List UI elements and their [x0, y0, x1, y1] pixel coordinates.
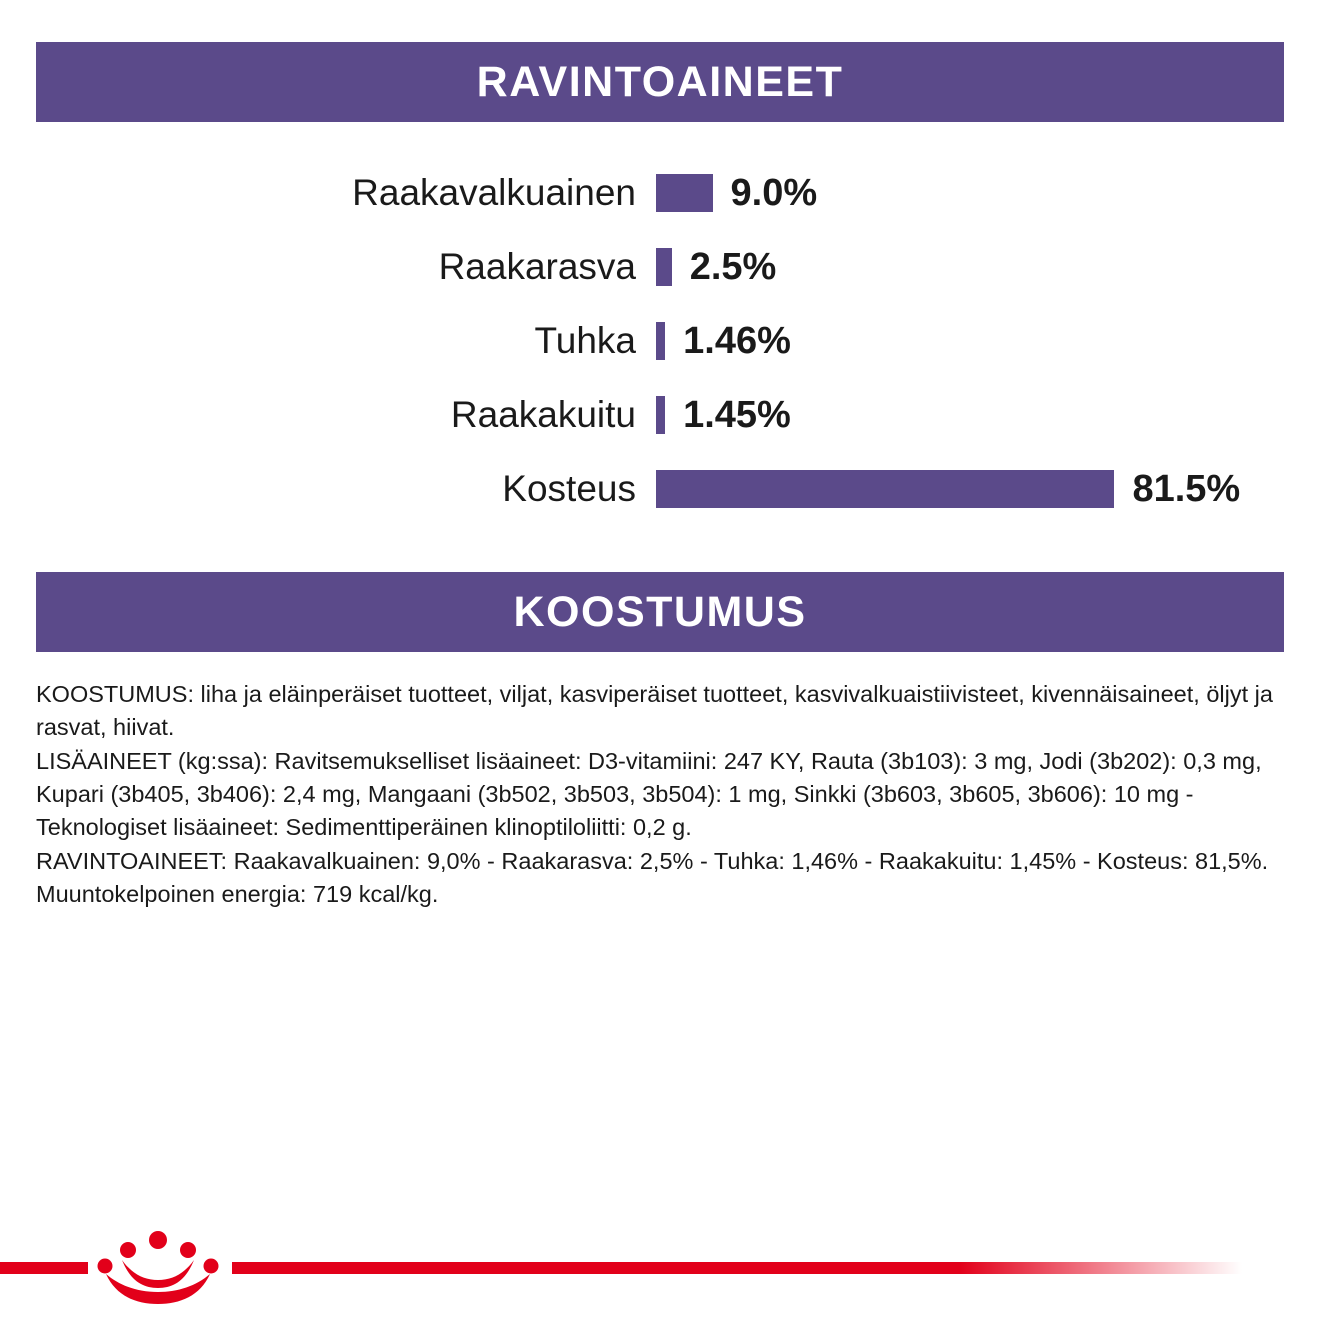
- composition-section-header: [36, 572, 1284, 652]
- chart-category-label: Tuhka: [534, 320, 636, 361]
- chart-bar: [656, 470, 1114, 508]
- chart-bar: [656, 248, 672, 286]
- brand-footer: [0, 1220, 1320, 1320]
- composition-paragraph-3: RAVINTOAINEET: Raakavalkuainen: 9,0% - Raakarasva: 2,5% - Tuhka: 1,46% - Raakakuitu: 1,45% - Kosteus: 81,5%. Muuntokelpoinen energia: 719 kcal/kg.: [36, 847, 1269, 908]
- footer-accent-line-right: [232, 1262, 1242, 1274]
- chart-row: [36, 234, 1284, 300]
- chart-category-label: Raakavalkuainen: [352, 172, 636, 213]
- chart-value-label: 1.45%: [683, 393, 791, 436]
- chart-row: [36, 456, 1284, 522]
- footer-accent-line-left: [0, 1262, 88, 1274]
- chart-category-label: Raakarasva: [438, 246, 636, 287]
- chart-bar: [656, 322, 665, 360]
- nutrients-section-header: [36, 42, 1284, 122]
- nutrients-bar-chart: [36, 160, 1284, 540]
- chart-row: [36, 160, 1284, 226]
- chart-bar-track: [656, 234, 1284, 300]
- chart-value-label: 81.5%: [1132, 467, 1241, 510]
- chart-category-label: Raakakuitu: [450, 394, 636, 435]
- chart-category-label: Kosteus: [502, 468, 636, 509]
- chart-value-label: 1.46%: [683, 319, 791, 362]
- chart-bar-track: [656, 382, 1284, 448]
- chart-bar-track: [656, 456, 1284, 522]
- composition-paragraph-2: LISÄAINEET (kg:ssa): Ravitsemukselliset lisäaineet: D3-vitamiini: 247 KY, Rauta (3b103): 3 mg, Jodi (3b202): 0,3 mg, Kupari (3b405, 3b406): 2,4 mg, Mangaani (3b502, 3b503, 3b504): 1 mg, Sinkki (3b603, 3b605, 3b606): 10 mg - Teknologiset lisäaineet: Sedimenttiperäinen klinoptiloliitti: 0,2 g.: [36, 747, 1262, 841]
- composition-section-title: KOOSTUMUS: [513, 587, 807, 636]
- composition-body: [36, 678, 1284, 912]
- chart-value-label: 2.5%: [689, 245, 777, 288]
- chart-bar-track: [656, 308, 1284, 374]
- composition-paragraph-1: KOOSTUMUS: liha ja eläinperäiset tuotteet, viljat, kasviperäiset tuotteet, kasvivalkuaistiivisteet, kivennäisaineet, öljyt ja rasvat, hiivat.: [36, 681, 1273, 741]
- chart-row: [36, 382, 1284, 448]
- chart-bar-track: [656, 160, 1284, 226]
- nutrients-section-title: RAVINTOAINEET: [476, 57, 844, 106]
- chart-bar: [656, 174, 713, 212]
- royal-canin-crown-icon: [92, 1230, 224, 1306]
- chart-row: [36, 308, 1284, 374]
- chart-bar: [656, 396, 665, 434]
- chart-value-label: 9.0%: [730, 171, 818, 214]
